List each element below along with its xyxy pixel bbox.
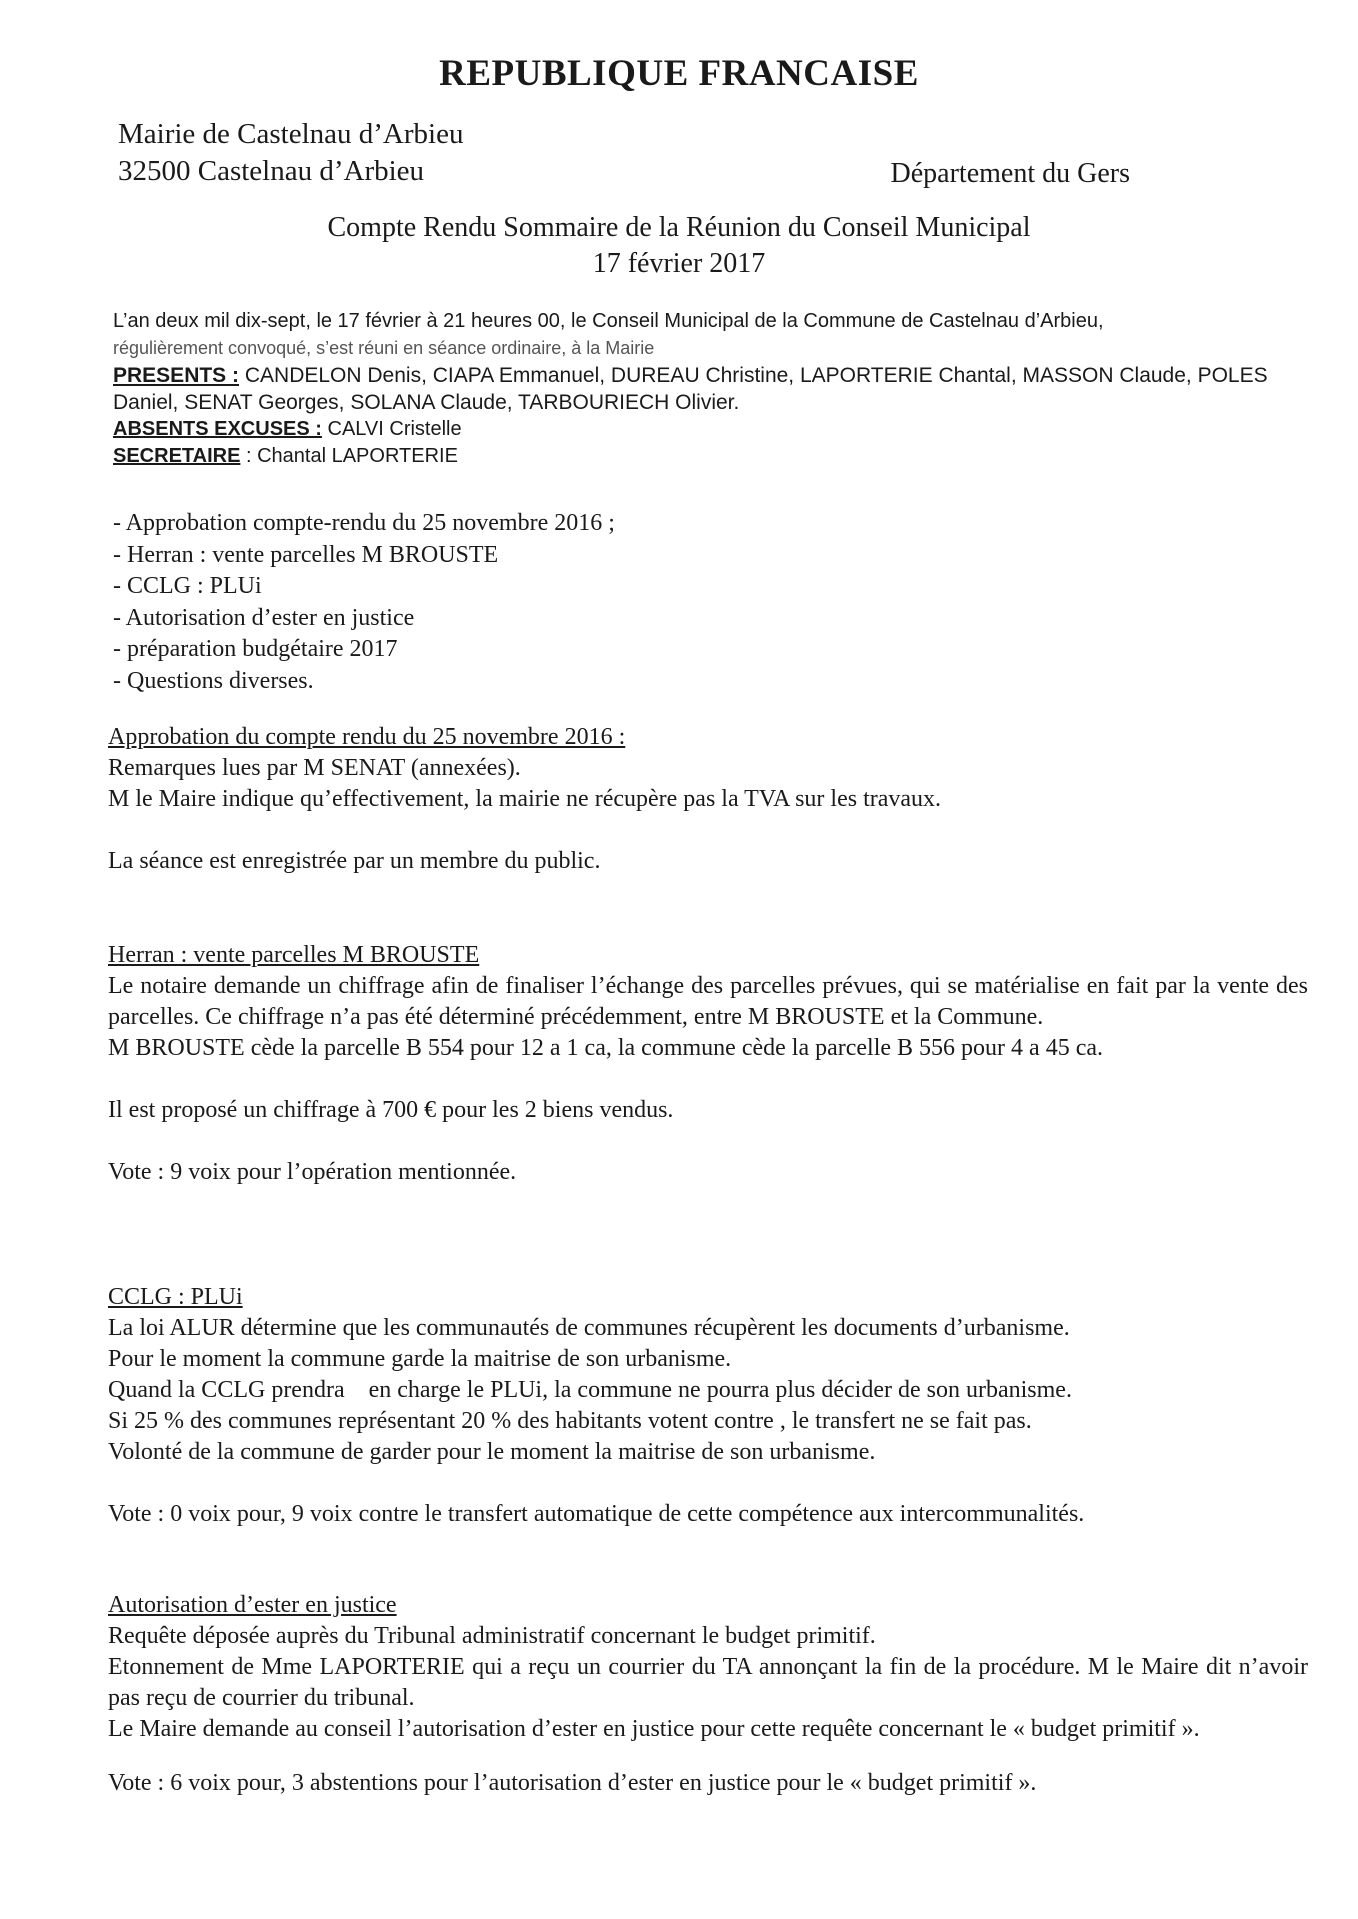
- paragraph: M BROUSTE cède la parcelle B 554 pour 12 a 1 ca, la commune cède la parcelle B 556 pour 4 a 45 ca.: [108, 1035, 1103, 1061]
- agenda-item: - CCLG : PLUi: [113, 573, 262, 599]
- presents-list: CANDELON Denis, CIAPA Emmanuel, DUREAU Christine, LAPORTERIE Chantal, MASSON Claude, POLES Daniel, SENAT Georges, SOLANA Claude, TARBOURIECH Olivier.: [113, 364, 1268, 414]
- presents-paragraph: [113, 362, 1303, 416]
- paragraph: Le Maire demande au conseil l’autorisation d’ester en justice pour cette requête concernant le « budget primitif ».: [108, 1716, 1200, 1742]
- paragraph: Le notaire demande un chiffrage afin de finaliser l’échange des parcelles prévues, qui se matérialise en fait par la vente des parcelles. Ce chiffrage n’a pas été déterminé précédemment, entre M BROUSTE et la Commune.: [108, 973, 1308, 1030]
- paragraph: Pour le moment la commune garde la maitrise de son urbanisme.: [108, 1346, 732, 1372]
- paragraph: Si 25 % des communes représentant 20 % des habitants votent contre , le transfert ne se fait pas.: [108, 1408, 1032, 1434]
- mairie-name: Mairie de Castelnau d’Arbieu: [118, 118, 464, 150]
- absents-label: ABSENTS EXCUSES :: [113, 418, 322, 440]
- paragraph: Volonté de la commune de garder pour le moment la maitrise de son urbanisme.: [108, 1439, 876, 1465]
- intro-block: [113, 308, 1303, 470]
- intro-line-2: régulièrement convoqué, s’est réuni en séance ordinaire, à la Mairie: [113, 338, 655, 358]
- agenda-item: - préparation budgétaire 2017: [113, 636, 398, 662]
- agenda-item: - Autorisation d’ester en justice: [113, 604, 415, 631]
- absents-list: CALVI Cristelle: [321, 418, 462, 440]
- agenda-item: - Questions diverses.: [113, 667, 314, 694]
- agenda-item: - Approbation compte-rendu du 25 novembre 2016 ;: [113, 510, 615, 536]
- agenda-item: - Herran : vente parcelles M BROUSTE: [113, 541, 499, 568]
- section-title: Autorisation d’ester en justice: [108, 1592, 397, 1618]
- section-cclg: [108, 1282, 1308, 1530]
- paragraph: Requête déposée auprès du Tribunal administratif concernant le budget primitif.: [108, 1623, 876, 1649]
- paragraph: Etonnement de Mme LAPORTERIE qui a reçu un courrier du TA annonçant la fin de la procédure. M le Maire dit n’avoir pas reçu de courrier du tribunal.: [108, 1654, 1308, 1711]
- section-herran: [108, 940, 1308, 1188]
- paragraph: La loi ALUR détermine que les communautés de communes récupèrent les documents d’urbanisme.: [108, 1315, 1070, 1341]
- section-title: Approbation du compte rendu du 25 novembre 2016 :: [108, 724, 626, 750]
- section-title: Herran : vente parcelles M BROUSTE: [108, 942, 480, 968]
- report-date: 17 février 2017: [592, 248, 766, 279]
- agenda-list: [113, 508, 615, 697]
- intro-line-1: L’an deux mil dix-sept, le 17 février à 21 heures 00, le Conseil Municipal de la Commune de Castelnau d’Arbieu,: [113, 310, 1104, 332]
- section-ester: [108, 1590, 1308, 1799]
- paragraph: Quand la CCLG prendra en charge le PLUi, la commune ne pourra plus décider de son urbanisme.: [108, 1377, 1072, 1403]
- report-heading: Compte Rendu Sommaire de la Réunion du Conseil Municipal: [327, 212, 1031, 243]
- secretaire-paragraph: [113, 443, 1303, 470]
- secretaire-name: : Chantal LAPORTERIE: [240, 445, 458, 467]
- mairie-address: 32500 Castelnau d’Arbieu: [118, 155, 425, 187]
- departement: Département du Gers: [890, 158, 1130, 189]
- section-approbation: [108, 722, 1308, 877]
- vote-line: Vote : 6 voix pour, 3 abstentions pour l’autorisation d’ester en justice pour le « budget primitif ».: [108, 1770, 1037, 1796]
- secretaire-label: SECRETAIRE: [113, 445, 241, 467]
- vote-line: Vote : 9 voix pour l’opération mentionnée.: [108, 1159, 517, 1185]
- paragraph: Remarques lues par M SENAT (annexées).: [108, 755, 521, 781]
- document-title: REPUBLIQUE FRANCAISE: [439, 53, 919, 94]
- paragraph: La séance est enregistrée par un membre du public.: [108, 848, 601, 874]
- vote-line: Vote : 0 voix pour, 9 voix contre le transfert automatique de cette compétence aux intercommunalités.: [108, 1501, 1085, 1527]
- presents-label: PRESENTS :: [113, 364, 240, 387]
- paragraph: Il est proposé un chiffrage à 700 € pour les 2 biens vendus.: [108, 1097, 674, 1123]
- absents-paragraph: [113, 416, 1303, 443]
- paragraph: M le Maire indique qu’effectivement, la mairie ne récupère pas la TVA sur les travaux.: [108, 786, 942, 812]
- section-title: CCLG : PLUi: [108, 1284, 243, 1310]
